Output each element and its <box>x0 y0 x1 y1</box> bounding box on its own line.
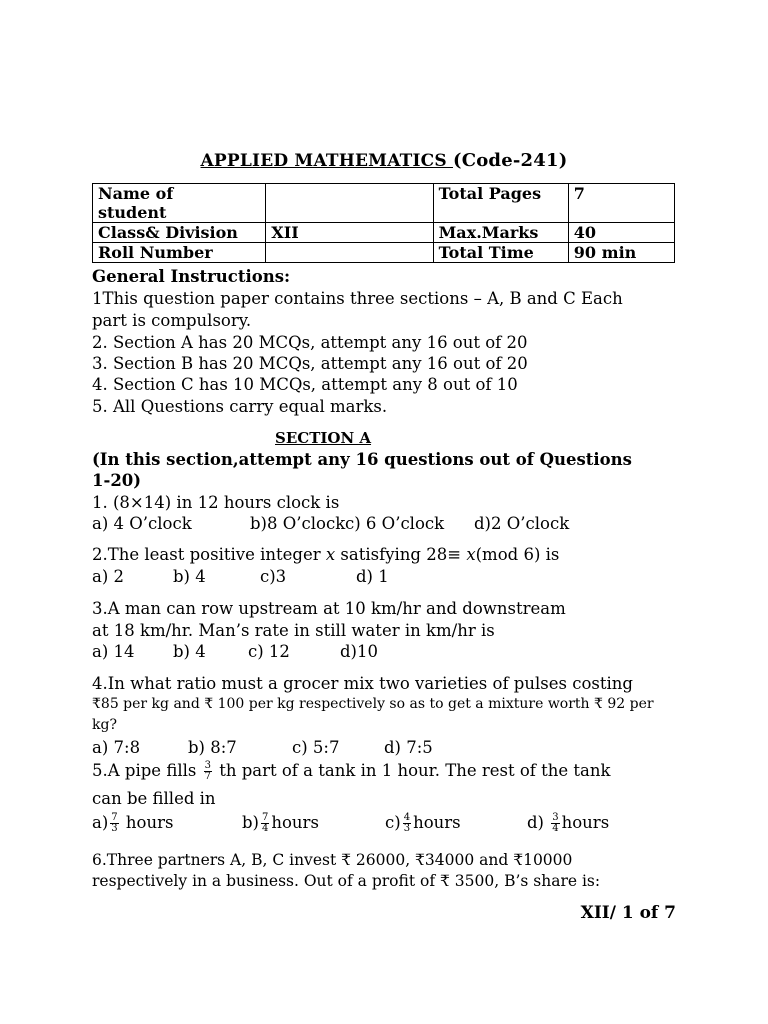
question-4: kg? <box>92 717 117 733</box>
instructions-heading: General Instructions: <box>92 267 291 286</box>
fraction: $\frac{3}{7}$ <box>204 760 211 782</box>
max-marks-value: 40 <box>568 223 674 243</box>
roll-label: Roll Number <box>93 243 266 263</box>
table-row <box>93 184 675 223</box>
option-a: a) $\frac{7}{3}$ hours <box>92 812 174 834</box>
instruction-item: 5. All Questions carry equal marks. <box>92 397 388 416</box>
question-4: 4.In what ratio must a grocer mix two varieties of pulses costing <box>92 674 633 693</box>
option-c: c) 6 O’clock <box>345 514 445 533</box>
table-row <box>93 243 675 263</box>
option-b: b)8 O’clock <box>250 514 346 533</box>
total-time-value: 90 min <box>568 243 674 263</box>
question-2: 2.The least positive integer x satisfying 28≡ x(mod 6) is <box>92 545 560 564</box>
instruction-item: part is compulsory. <box>92 311 252 330</box>
table-row <box>93 223 675 243</box>
option-a: a) 14 <box>92 642 135 661</box>
student-info-table <box>92 183 675 263</box>
option-c: c) 12 <box>248 642 290 661</box>
max-marks-label: Max.Marks <box>433 223 568 243</box>
option-c: c) 5:7 <box>292 738 340 757</box>
instruction-item: 1This question paper contains three sections – A, B and C Each <box>92 289 623 308</box>
question-3: at 18 km/hr. Man’s rate in still water in km/hr is <box>92 621 495 640</box>
page-number: XII/ 1 of 7 <box>580 903 676 923</box>
section-note: 1-20) <box>92 471 142 490</box>
option-d: d) 7:5 <box>384 738 433 757</box>
question-6: 6.Three partners A, B, C invest ₹ 26000, ₹34000 and ₹10000 <box>92 851 573 869</box>
option-a: a) 4 O’clock <box>92 514 192 533</box>
question-6: respectively in a business. Out of a profit of ₹ 3500, B’s share is: <box>92 872 601 890</box>
option-d: d) 1 <box>356 567 389 586</box>
total-time-label: Total Time <box>433 243 568 263</box>
section-title: SECTION A <box>275 429 372 447</box>
instruction-item: 3. Section B has 20 MCQs, attempt any 16 out of 20 <box>92 354 528 373</box>
option-d: d)2 O’clock <box>474 514 570 533</box>
class-label: Class& Division <box>93 223 266 243</box>
name-value <box>266 184 433 223</box>
question-5: can be filled in <box>92 789 216 808</box>
section-note: (In this section,attempt any 16 questions out of Questions <box>92 450 632 469</box>
question-3: 3.A man can row upstream at 10 km/hr and downstream <box>92 599 566 618</box>
option-b: b) 8:7 <box>188 738 237 757</box>
instruction-item: 4. Section C has 10 MCQs, attempt any 8 out of 10 <box>92 375 518 394</box>
option-c: c)3 <box>260 567 287 586</box>
option-a: a) 7:8 <box>92 738 141 757</box>
question-5: 5.A pipe fills $\frac{3}{7}$ th part of a tank in 1 hour. The rest of the tank <box>92 760 611 782</box>
total-pages-value: 7 <box>568 184 674 223</box>
option-d: d)10 <box>340 642 378 661</box>
total-pages-label: Total Pages <box>433 184 568 223</box>
option-b: b) 4 <box>173 567 206 586</box>
instruction-item: 2. Section A has 20 MCQs, attempt any 16 out of 20 <box>92 333 528 352</box>
question-4: ₹85 per kg and ₹ 100 per kg respectively so as to get a mixture worth ₹ 92 per <box>92 696 654 712</box>
question-1: 1. (8×14) in 12 hours clock is <box>92 493 340 512</box>
question-5-options <box>92 812 692 842</box>
option-a: a) 2 <box>92 567 125 586</box>
class-value: XII <box>266 223 433 243</box>
option-b: b) $\frac{7}{4}$ hours <box>242 812 319 834</box>
name-label: Name of student <box>93 184 266 223</box>
paper-title: APPLIED MATHEMATICS (Code-241) <box>200 150 568 171</box>
option-b: b) 4 <box>173 642 206 661</box>
option-c: c) $\frac{4}{3}$ hours <box>385 812 461 834</box>
roll-value <box>266 243 433 263</box>
option-d: d) $\frac{3}{4}$ hours <box>527 812 610 834</box>
